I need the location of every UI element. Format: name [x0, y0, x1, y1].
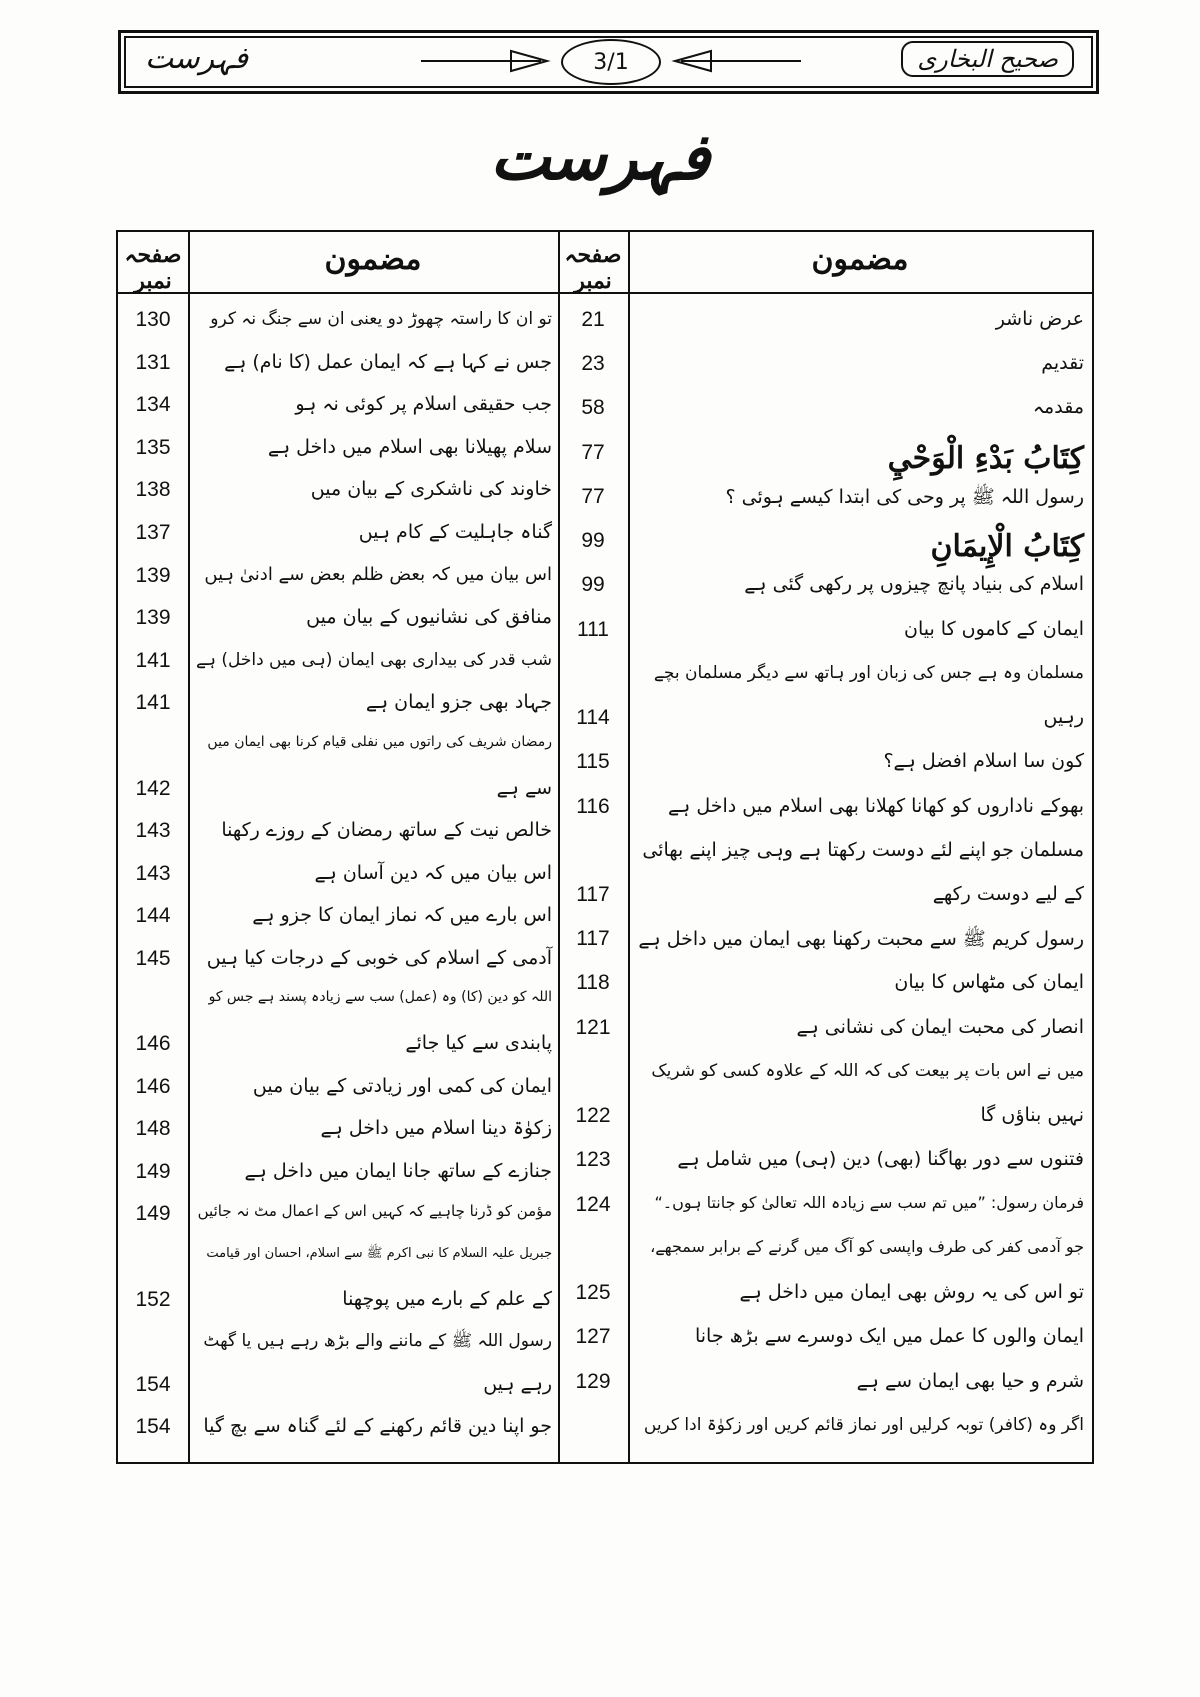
left_column-entry-text: جنازے کے ساتھ جانا ایمان میں داخل ہے	[244, 1159, 552, 1182]
ornament-right-icon	[671, 49, 801, 73]
left_column-entry-page: 149	[135, 1202, 171, 1226]
right_column-entry-page: 115	[576, 750, 610, 774]
left_column-entry-page: 135	[135, 435, 171, 459]
right_column-entry-page: 77	[581, 440, 605, 464]
right_column-entry-text: عرض ناشر	[995, 308, 1084, 330]
right_column-entry-text: میں نے اس بات پر بیعت کی کہ اللہ کے علاوہ کسی کو شریک	[651, 1060, 1084, 1081]
left_column-entry-text: رمضان شریف کی راتوں میں نفلی قیام کرنا بھی ایمان میں	[207, 733, 552, 750]
left_column-entry-text: جب حقیقی اسلام پر کوئی نہ ہو	[295, 393, 552, 416]
right_column-entry-page: 117	[576, 883, 610, 906]
left_column-entry-page: 134	[135, 393, 171, 417]
left_column-entry-text: اللہ کو دین (کا) وہ (عمل) سب سے زیادہ پسند ہے جس کو	[208, 989, 552, 1006]
contents-table	[116, 230, 1094, 1464]
left_column-entry-page: 152	[135, 1287, 171, 1311]
right_column-entry-text: رسول کریم ﷺ سے محبت رکھنا بھی ایمان میں داخل ہے	[638, 928, 1084, 951]
right_column-entry-page: 121	[575, 1015, 611, 1039]
left_column-entry-text: سے ہے	[496, 776, 552, 799]
right_column-entry-page: 58	[581, 396, 605, 420]
left_column-entry-text: رہے ہیں	[483, 1372, 552, 1395]
right_column-entry-text: تو اس کی یہ روش بھی ایمان میں داخل ہے	[739, 1281, 1084, 1304]
ornament-left-icon	[421, 49, 551, 73]
right_column-entry-text: اگر وہ (کافر) توبہ کرلیں اور نماز قائم کریں اور زکوٰۃ ادا کریں	[643, 1414, 1084, 1435]
header-section-title: فہرست	[145, 41, 249, 76]
left_column-entry-text: آدمی کے اسلام کی خوبی کے درجات کیا ہیں	[206, 946, 552, 969]
left_column-entry-text: جس نے کہا ہے کہ ایمان عمل (کا نام) ہے	[224, 350, 552, 373]
left_column-entry-text: خالص نیت کے ساتھ رمضان کے روزے رکھنا	[221, 819, 552, 842]
left_column-entry-text: سلام پھیلانا بھی اسلام میں داخل ہے	[267, 435, 552, 458]
book-logo: صحیح البخاری	[901, 41, 1074, 77]
right_column-entry-page: 118	[576, 971, 610, 995]
left_column-entry-page: 138	[135, 478, 171, 502]
right_column-entry-page: 99	[581, 573, 605, 597]
right_column-entry-page: 111	[577, 617, 609, 641]
left_column-entry-page: 139	[135, 563, 171, 587]
right_column-entry-text: کے لیے دوست رکھے	[932, 883, 1084, 905]
left_column-entry-page: 139	[135, 606, 171, 630]
right_column-entry-text: رسول اللہ ﷺ پر وحی کی ابتدا کیسے ہوئی ؟	[725, 485, 1084, 508]
left_column-entry-page: 154	[135, 1372, 171, 1396]
right_column-entry-text: رہیں	[1043, 706, 1084, 729]
left_column-entry-text: جہاد بھی جزو ایمان ہے	[365, 691, 552, 714]
page-title: فہرست	[490, 120, 710, 195]
right_column-entry-page: 99	[581, 529, 605, 553]
left_column-entry-text: جو اپنا دین قائم رکھنے کے لئے گناہ سے بچ گیا	[203, 1415, 552, 1438]
left_column-entry-text: اس بیان میں کہ دین آسان ہے	[314, 861, 552, 884]
left_column-entry-page: 146	[135, 1074, 171, 1098]
right_column-entry-page: 23	[581, 352, 605, 376]
right_column-entry-text: مقدمہ	[1032, 396, 1084, 419]
right_column-entry-text: تقدیم	[1041, 352, 1084, 375]
left_column-entry-page: 154	[135, 1415, 171, 1439]
right_column-entry-text: کون سا اسلام افضل ہے؟	[883, 750, 1084, 773]
col-header-page-left: صفحہ نمبر	[124, 242, 182, 294]
left_column-entry-text: اس بیان میں کہ بعض ظلم بعض سے ادنیٰ ہیں	[204, 563, 552, 585]
left_column-entry-page: 143	[135, 861, 171, 885]
left_column-entry-page: 143	[135, 819, 171, 843]
left_column-entry-page: 148	[135, 1117, 171, 1141]
col-header-page-right: صفحہ نمبر	[564, 242, 622, 294]
left_column-entry-page: 142	[135, 776, 171, 800]
right_column-entry-page: 129	[575, 1369, 611, 1393]
col-header-topic-right: مضمون	[811, 242, 909, 277]
left_column-entry-page: 145	[135, 946, 171, 970]
left_column-entry-text: جبریل علیہ السلام کا نبی اکرم ﷺ سے اسلام، احسان اور قیامت	[206, 1246, 552, 1262]
right_column-entry-text: مسلمان جو اپنے لئے دوست رکھتا ہے وہی چیز اپنے بھائی	[642, 838, 1084, 861]
right_column-entry-text: ایمان کے کاموں کا بیان	[903, 617, 1084, 640]
right_column-entry-page: 127	[575, 1325, 611, 1349]
page-number-label: 3/1	[561, 39, 661, 85]
col-header-topic-left: مضمون	[324, 242, 422, 277]
left_column-entry-page: 130	[135, 308, 171, 331]
right_column-entry-text: شرم و حیا بھی ایمان سے ہے	[856, 1369, 1084, 1392]
right_column-entry-page: 77	[581, 484, 605, 508]
right_column-entry-text: فرمان رسول: ”میں تم سب سے زیادہ اللہ تعالیٰ کو جانتا ہوں۔“	[654, 1192, 1084, 1212]
right_column-entry-page: 123	[575, 1148, 611, 1172]
left_column-entry-page: 131	[135, 350, 171, 374]
right_column-entry-page: 114	[576, 706, 610, 730]
page-header	[118, 30, 1099, 94]
left_column-entry-text: گناہ جاہلیت کے کام ہیں	[358, 520, 552, 543]
left_column-entry-text: شب قدر کی بیداری بھی ایمان (ہی میں داخل) ہے	[196, 649, 552, 670]
left_column-entry-text: مؤمن کو ڈرنا چاہیے کہ کہیں اس کے اعمال مٹ نہ جائیں	[197, 1202, 552, 1221]
left_column-entry-text: منافق کی نشانیوں کے بیان میں	[306, 606, 552, 629]
right_column-entry-page: 117	[576, 927, 610, 951]
left_column-entry-text: کے علم کے بارے میں پوچھنا	[342, 1287, 552, 1310]
right_column-entry-text: انصار کی محبت ایمان کی نشانی ہے	[796, 1015, 1084, 1038]
left_column-entry-page: 141	[135, 648, 171, 672]
left_column-entry-page: 149	[135, 1159, 171, 1183]
left_column-entry-text: خاوند کی ناشکری کے بیان میں	[310, 478, 552, 501]
right_column-entry-page: 124	[575, 1192, 611, 1216]
left_column-entry-page: 144	[135, 904, 171, 928]
left_column-entry-text: رسول اللہ ﷺ کے ماننے والے بڑھ رہے ہیں یا گھٹ	[203, 1331, 552, 1352]
right_column-entry-text: فتنوں سے دور بھاگنا (بھی) دین (ہی) میں شامل ہے	[677, 1148, 1084, 1171]
left_column-entry-text: اس بارے میں کہ نماز ایمان کا جزو ہے	[252, 904, 552, 927]
right_column-entry-page: 125	[575, 1281, 611, 1305]
right_column-entry-text: نہیں بناؤں گا	[980, 1104, 1084, 1127]
left_column-entry-text: پابندی سے کیا جائے	[405, 1032, 552, 1055]
left_column-entry-text: تو ان کا راستہ چھوڑ دو یعنی ان سے جنگ نہ کرو	[210, 309, 552, 329]
left_column-entry-page: 141	[135, 691, 171, 715]
left_column-entry-page: 146	[135, 1032, 171, 1056]
right_column-entry-text: مسلمان وہ ہے جس کی زبان اور ہاتھ سے دیگر مسلمان بچے	[653, 662, 1084, 683]
right_column-entry-text: بھوکے ناداروں کو کھانا کھلانا بھی اسلام میں داخل ہے	[668, 794, 1084, 817]
left_column-entry-text: ایمان کی کمی اور زیادتی کے بیان میں	[252, 1074, 552, 1097]
right_column-entry-text: کِتَابُ بَدْءِ الْوَحْيِ	[887, 440, 1084, 476]
right_column-entry-page: 122	[575, 1104, 611, 1128]
right_column-entry-page: 116	[576, 794, 610, 818]
left_column-entry-text: زکوٰۃ دینا اسلام میں داخل ہے	[320, 1117, 552, 1140]
right_column-entry-text: جو آدمی کفر کی طرف واپسی کو آگ میں گرنے کے برابر سمجھے،	[650, 1236, 1084, 1256]
right_column-entry-text: ایمان والوں کا عمل میں ایک دوسرے سے بڑھ جانا	[694, 1325, 1084, 1348]
right_column-entry-text: کِتَابُ الْإِيمَانِ	[930, 529, 1084, 565]
right_column-entry-page: 21	[581, 308, 605, 331]
left_column-entry-page: 137	[135, 520, 171, 544]
right_column-entry-text: ایمان کی مٹھاس کا بیان	[894, 971, 1084, 994]
right_column-entry-text: اسلام کی بنیاد پانچ چیزوں پر رکھی گئی ہے	[744, 573, 1084, 596]
